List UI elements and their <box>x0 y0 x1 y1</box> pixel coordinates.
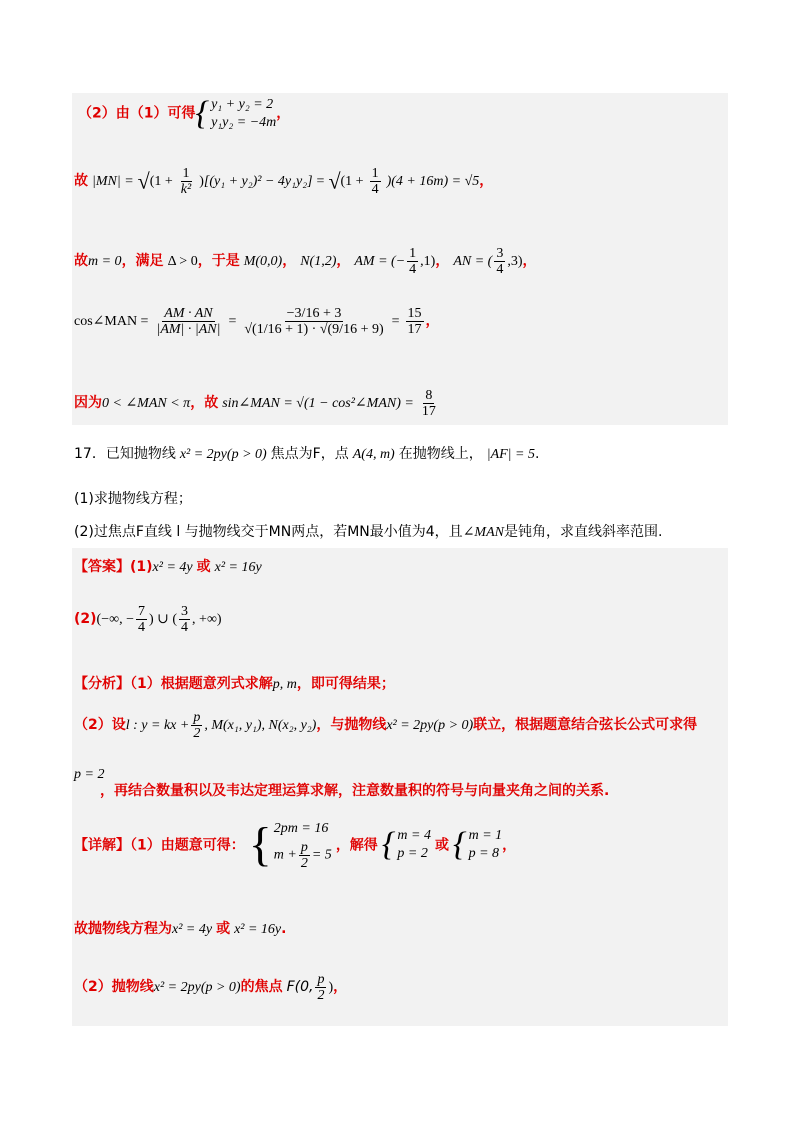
analysis-line3-p: p = 2 <box>74 767 105 782</box>
b1-line3: 故m = 0，满足 Δ > 0，于是 M(0,0)， N(1,2)， AM = (− $\frac{1}{4}$ ,1)， AN = ( $\frac{3}{4}$ ,3)， <box>74 246 537 277</box>
b1-line4: cos∠MAN = $\frac{AM \cdot AN}{|AM| \cdot |AN|}$ = $\frac{-3/16 + 3}{√(1/16 + 1) \cdot √(9/16 + 9)}$ = $\frac{15}{17}$ ， <box>74 306 440 337</box>
b1-line5: 因为0 < ∠MAN < π，故 sin∠MAN = √(1 − cos²∠MAN) = $\frac{8}{17}$ <box>74 388 436 419</box>
answer-line1: 【答案】(1)x² = 4y 或 x² = 16y <box>74 559 262 575</box>
problem-stem: 17．已知抛物线 x² = 2py(p > 0) 焦点为F，点 A(4, m) 在抛物线上， |AF| = 5. <box>74 446 540 462</box>
b1-line2: 故 |MN| = √(1 + $\frac{1}{\text{k²}}$ )[(y₁ + y₂)² − 4y₁y₂] = √(1 + $\frac{1}{4}$ )(4 + 16m) = √5， <box>74 166 494 197</box>
detail-line2: 故抛物线方程为x² = 4y 或 x² = 16y. <box>74 921 287 937</box>
b1-line1: （2）由（1）可得 { y₁ + y₂ = 2 y₁y₂ = −4m ， <box>78 95 291 132</box>
b1-l1-prefix: （2）由（1）可得 <box>78 105 196 122</box>
detail-system-2: { m = 4 p = 2 <box>381 825 431 863</box>
answer-line2: (2)(−∞, − $\frac{7}{4}$ ) ∪ ( $\frac{3}{4}$ , +∞) <box>74 604 222 635</box>
problem-sub1: (1)求抛物线方程； <box>74 491 192 507</box>
detail-system-3: { m = 1 p = 8 <box>452 825 503 863</box>
b1-l1-system: { y₁ + y₂ = 2 y₁y₂ = −4m <box>195 95 277 132</box>
detail-line1: 【详解】（1）由题意可得： { 2pm = 16 m + $\frac{p}{2}$ = 5 ，解得 { m = 4 p = 2 或 { m = 1 p = 8 ， <box>74 817 517 871</box>
problem-sub2: (2)过焦点F直线 l 与抛物线交于MN两点，若MN最小值为4，且∠MAN是钝角，求直线斜率范围. <box>74 524 663 540</box>
analysis-line3-text: ，再结合数量积以及韦达定理运算求解，注意数量积的符号与向量夹角之间的关系. <box>100 783 610 799</box>
detail-system-1: { 2pm = 16 m + $\frac{p}{2}$ = 5 <box>248 817 332 871</box>
analysis-line1: 【分析】（1）根据题意列式求解p, m，即可得结果； <box>74 676 395 692</box>
analysis-line2: （2）设l : y = kx + $\frac{p}{2}$ , M(x₁, y₁), N(x₂, y₂)，与抛物线x² = 2py(p > 0)联立，根据题意结合弦长公式可求得 <box>74 710 698 741</box>
detail-line3: （2）抛物线x² = 2py(p > 0)的焦点 F(0, $\frac{p}{2}$ )， <box>74 972 348 1003</box>
